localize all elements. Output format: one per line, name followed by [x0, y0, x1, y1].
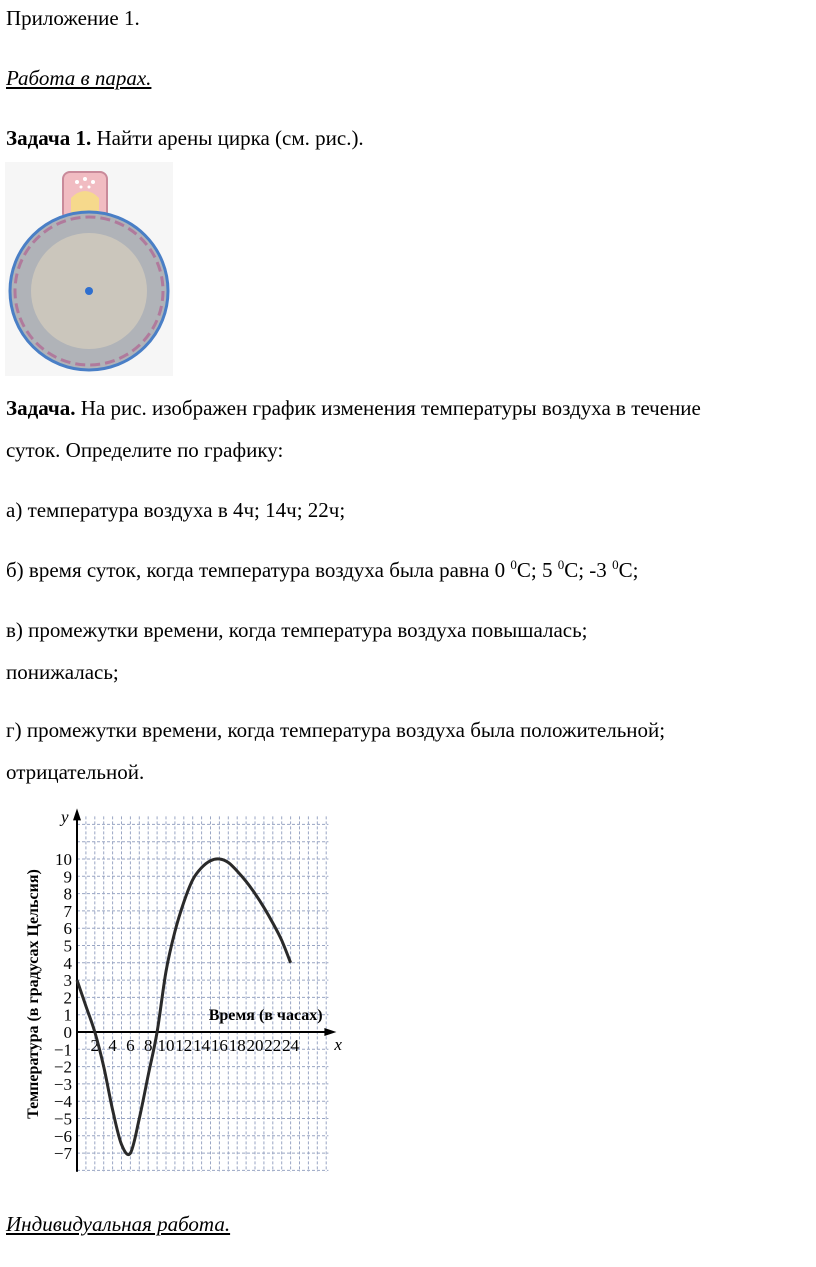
- temperature-chart: [0, 808, 570, 1180]
- x-tick-label: 16: [210, 1036, 228, 1055]
- circus-arena-figure: [5, 162, 173, 376]
- x-tick-label: 2: [90, 1036, 100, 1055]
- x-tick-label: 20: [246, 1036, 264, 1055]
- y-tick-label: 2: [63, 988, 72, 1008]
- item-b: [6, 558, 638, 582]
- degree-superscript: 0: [510, 557, 517, 572]
- y-tick-label: −4: [53, 1092, 72, 1112]
- x-tick-label: 4: [108, 1036, 117, 1055]
- y-tick-label: −7: [53, 1144, 72, 1164]
- y-tick-label: 1: [63, 1005, 72, 1025]
- appendix-text: Приложение 1.: [6, 6, 140, 30]
- item-g-text-1: г) промежутки времени, когда температура воздуха была положительной;: [6, 718, 666, 742]
- item-v-text-1: в) промежутки времени, когда температура воздуха повышалась;: [6, 618, 588, 642]
- item-v-line1: [6, 618, 588, 642]
- y-tick-label: 7: [63, 901, 72, 921]
- degree-superscript: 0: [612, 557, 619, 572]
- item-b-text-1: б) время суток, когда температура воздуха была равна 0: [6, 558, 511, 582]
- x-tick-label: 22: [264, 1036, 282, 1055]
- y-tick-label: 4: [63, 953, 72, 973]
- y-tick-label: 6: [63, 919, 72, 939]
- x-tick-label: 14: [193, 1036, 211, 1055]
- task1: [6, 126, 364, 150]
- y-tick-label: 5: [63, 936, 72, 956]
- x-axis-name: x: [334, 1035, 342, 1054]
- y-tick-label: 10: [55, 850, 72, 869]
- y-tick-label: −1: [53, 1040, 72, 1060]
- arena-center-dot: [85, 287, 93, 295]
- task2-label: Задача.: [6, 396, 76, 420]
- task1-text: Найти арены цирка (см. рис.).: [91, 126, 364, 150]
- y-tick-label: 8: [63, 884, 72, 904]
- y-axis-arrow: [73, 808, 81, 820]
- pair-work-text: Работа в парах.: [6, 66, 152, 90]
- individual-work-heading: [6, 1212, 230, 1236]
- task1-label: Задача 1.: [6, 126, 92, 150]
- x-tick-label: 6: [126, 1036, 135, 1055]
- x-tick-label: 18: [228, 1036, 246, 1055]
- y-axis-label: Температура (в градусах Цельсия): [25, 869, 42, 1119]
- x-tick-label: 24: [282, 1036, 300, 1055]
- x-tick-label: 10: [157, 1036, 175, 1055]
- y-axis-name: y: [61, 808, 69, 827]
- task2-line2: [6, 438, 283, 462]
- task2-text-1: На рис. изображен график изменения температуры воздуха в течение: [75, 396, 701, 420]
- x-tick-label: 12: [175, 1036, 193, 1055]
- y-tick-label: −2: [53, 1057, 72, 1077]
- item-v-line2: [6, 660, 119, 684]
- item-g-line1: [6, 718, 665, 742]
- y-tick-label: −6: [53, 1126, 72, 1146]
- appendix-title: [6, 6, 140, 30]
- y-tick-label: 0: [63, 1023, 72, 1042]
- pair-work-heading: [6, 66, 151, 90]
- y-tick-label: 9: [63, 867, 72, 887]
- x-tick-label: 8: [143, 1036, 153, 1055]
- item-a-text: а) температура воздуха в 4ч; 14ч; 22ч;: [6, 498, 346, 522]
- item-b-text-3: С; -3: [564, 558, 613, 582]
- item-a: [6, 498, 345, 522]
- y-tick-label: −3: [53, 1074, 72, 1094]
- item-b-text-4: С;: [618, 558, 639, 582]
- degree-superscript: 0: [557, 557, 565, 572]
- task2-text-2: суток. Определите по графику:: [6, 438, 284, 462]
- item-b-text-2: С; 5: [516, 558, 558, 582]
- item-v-text-2: понижалась;: [6, 660, 119, 684]
- individual-work-text: Индивидуальная работа.: [6, 1212, 231, 1236]
- item-g-line2: [6, 760, 144, 784]
- x-axis-label: Время (в часах): [208, 1007, 323, 1024]
- y-tick-label: −5: [53, 1109, 72, 1129]
- item-g-text-2: отрицательной.: [6, 760, 145, 784]
- task2-line1: [6, 396, 701, 420]
- y-tick-label: 3: [63, 971, 72, 991]
